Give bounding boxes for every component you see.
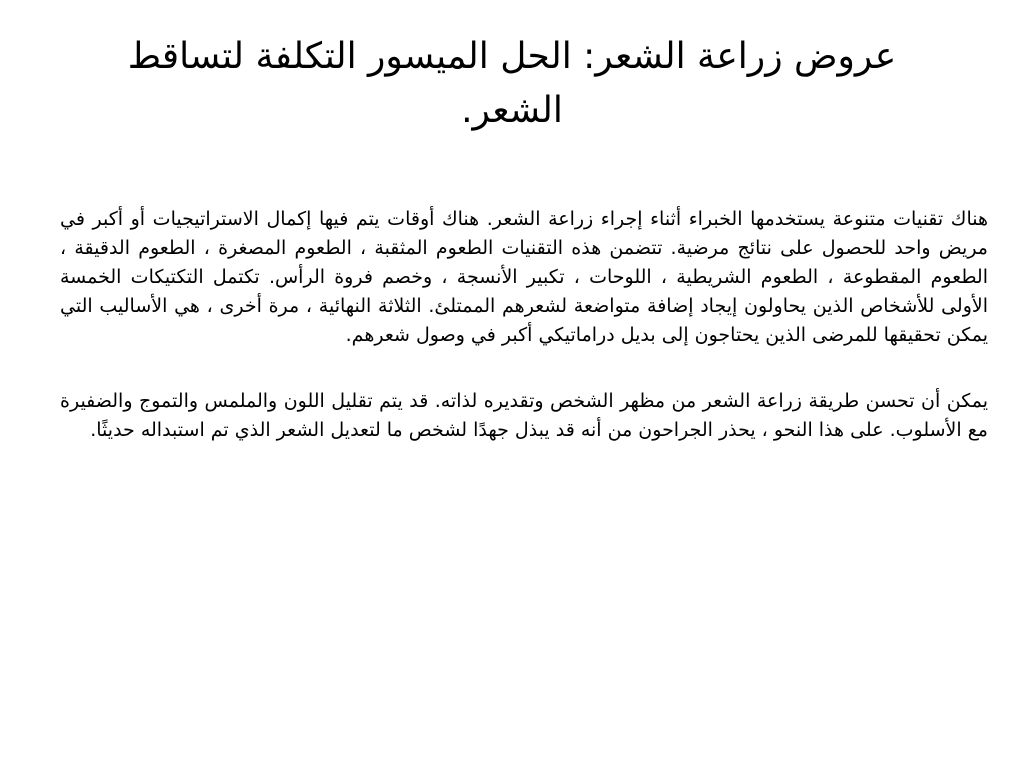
slide-body bbox=[60, 205, 988, 482]
body-paragraph-2: يمكن أن تحسن طريقة زراعة الشعر من مظهر الشخص وتقديره لذاته. قد يتم تقليل اللون والملمس والتموج والضفيرة مع الأسلوب. على هذا النحو ، يحذر الجراحون من أنه قد يبذل جهدًا لشخص ما لتعديل الشعر الذي تم استبداله حديثًا. bbox=[60, 390, 988, 441]
body-paragraph-1: هناك تقنيات متنوعة يستخدمها الخبراء أثناء إجراء زراعة الشعر. هناك أوقات يتم فيها إكمال الاستراتيجيات أو أكبر في مريض واحد للحصول على نتائج مرضية. تتضمن هذه التقنيات الطعوم المثقبة ، الطعوم المصغرة ، الطعوم الدقيقة ، الطعوم المقطوعة ، الطعوم الشريطية ، اللوحات ، تكبير الأنسجة ، وخصم فروة الرأس. تكتمل التكتيكات الخمسة الأولى للأشخاص الذين يحاولون إيجاد إضافة متواضعة لشعرهم الممتلئ. الثلاثة النهائية ، مرة أخرى ، هي الأساليب التي يمكن تحقيقها للمرضى الذين يحتاجون إلى بديل دراماتيكي أكبر في وصول شعرهم. bbox=[60, 208, 988, 346]
slide-title: عروض زراعة الشعر: الحل الميسور التكلفة لتساقط الشعر. bbox=[127, 36, 897, 131]
